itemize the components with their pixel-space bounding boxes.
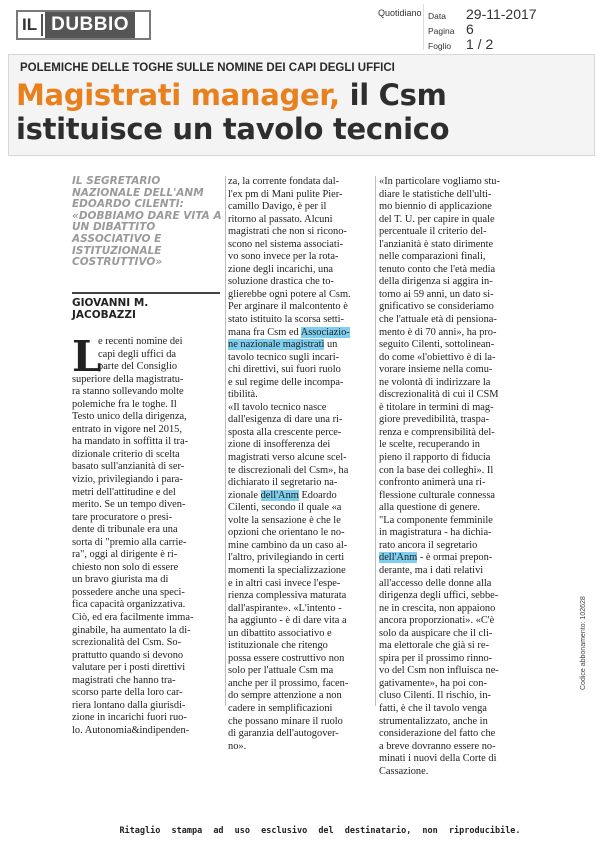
column-text-line: con la base dei colleghi». Il [379,464,494,476]
column-text-line: dall'aspirante». «L'intento - [228,602,342,614]
column-text-line: do sempre attenzione a non [228,690,342,702]
column-text-line: do come «l'obiettivo è di la- [379,351,496,363]
article-author [72,297,148,321]
article-sidebar-quote: IL SEGRETARIO NAZIONALE DELL'ANM EDOARDO CILENTI: «DOBBIAMO DARE VITA A UN DIBATTITO ASSOCIATIVO E ISTITUZIONALE COSTRUTTIVO» [72,175,222,269]
column-text-line: riera lontano dalla giurisdi- [72,699,186,711]
column-text-line: screzionalità del Csm. So- [72,637,182,649]
subscription-code: Codice abbonamento: 102628 [580,596,587,690]
article-column-3 [379,176,527,778]
column-text-line: del T. U. per capire in quale [379,213,495,225]
column-text-line: sposta alla crescente perce- [228,426,342,438]
column-text-line: tenuto conto che l'età media [379,263,496,275]
column-text-line: confronto animerà una ri- [379,477,486,489]
column-text-line: ne volontà di indirizzare la [379,376,491,388]
newspaper-logo [16,10,151,40]
column-text-line: capi degli uffici da [98,348,176,360]
column-text-line: «Il tavolo tecnico nasce [228,401,327,413]
highlighted-term: dell'Anm [379,552,418,564]
column-text-line: che l'attuale età di pensiona- [379,314,497,326]
column-text-line: all'accesso delle donne alla [379,577,492,589]
column-text-line: tavolo tecnico sugli incari- [228,351,340,363]
column-text-line: magistrati che non si ricono- [228,226,347,238]
column-text-line: giore prevedibilità, traspa- [379,414,489,426]
column-text-line: prattutto quando si devono [72,649,184,661]
column-text-line: un dibattito associativo e [228,627,332,639]
column-text-line: «In particolare vogliamo stu- [379,176,500,187]
meta-page-value: 6 [466,21,474,37]
column-text-line: tare procuratore o presi- [72,511,173,523]
column-text-line: un bravo giurista ma di [72,574,169,586]
drop-cap: L [72,332,102,381]
column-text-line: fatti, è che il tavolo venga [379,702,487,714]
column-text-line: te discrezionali del Csm», ha [228,464,349,476]
column-text-line: diare le statistiche dell'ulti- [379,188,492,200]
column-text-line: e sul regime delle incompa- [228,376,344,388]
meta-page-row [428,21,474,37]
column-text-line: Per arginare il malcontento è [228,301,348,313]
column-text-line: sorta di "premio alla carrie- [72,536,187,548]
column-divider-1 [225,176,226,706]
column-text-line: discrezionalità di cui il CSM [379,389,499,401]
column-text-line: ancora proporzionati». «C'è [379,615,495,627]
meta-sheet-label: Foglio [428,41,452,51]
column-text-line: Cilenti, secondo il quale «a [228,502,342,514]
column-text-line: e recenti nomine dei [98,336,183,347]
column-text-line: di garanzia dell'autogover- [228,728,339,740]
column-text-line: magistrati che hanno tra- [72,674,176,686]
column-text-line: vizio, privilegiando i para- [72,474,183,486]
column-text-line: chiesto non solo di essere [72,561,179,573]
logo-divider [41,14,43,36]
column-text-line: zione degli incarichi, una [228,263,334,275]
column-text-line: flessione culturale connessa [379,489,495,501]
headline-rest: il Csm istituisce un tavolo tecnico [16,78,450,146]
column-divider-2 [375,176,376,706]
column-text-line: magistrati verso alcune scel- [228,452,347,464]
column-text-line: cluso Cilenti. Il rischio, in- [379,690,491,702]
article-headline [16,78,586,146]
column-text-line: minati i nuovi della Corte di [379,753,497,765]
column-text-line: dirigenza degli uffici, sebbe- [379,590,499,602]
column-text-line: solo da auspicare che il cli- [379,627,493,639]
column-text-line: mento è di 70 anni», ha pro- [379,326,497,338]
column-text-line: vo sono invece per la rota- [228,251,339,263]
column-text-line: dichiarato il segretario na- [228,477,338,489]
column-text-line: gativamente», ha poi con- [379,677,487,689]
meta-date-value: 29-11-2017 [466,6,537,22]
column-text-line: e in altri casi invece l'espe- [228,577,341,589]
column-text-line: ne nazionale magistrati un [228,339,338,351]
column-text-line: valutare per i posti direttivi [72,662,186,674]
highlighted-term: Associazio- [300,326,350,338]
column-text-line: zione in incarichi fuori ruo- [72,712,187,724]
column-text-line: basato sull'anzianità di ser- [72,461,185,473]
column-text-line: in magistratura - ha dichia- [379,527,492,539]
column-text-line: torno ai 59 anni, un dato si- [379,288,494,300]
column-text-line: parte del Consiglio [98,361,178,373]
column-text-line: ra", oggi al dirigente è ri- [72,549,178,561]
column-text-line: vorare insieme nella comu- [379,364,493,376]
column-text-line: rato ancora il segretario [379,539,478,551]
column-text-line: opzioni che orientano le no- [228,527,345,539]
column-text-line: derante, ma i dati relativi [379,564,484,576]
column-text-line: scono nel sistema associati- [228,238,344,250]
column-text-line: anche per il prossimo, facen- [228,677,349,689]
column-text-line: ha mandato in soffitta il tra- [72,436,189,448]
meta-date-label: Data [428,11,446,21]
headline-accent: Magistrati manager, [16,78,340,112]
column-text-line: seguito Cilenti, sottolinean- [379,339,495,351]
logo-name: DUBBIO [45,12,135,38]
column-text-line: ra stanno sollevando molte [72,386,184,398]
column-text-line: no». [228,740,247,752]
column-text-line: spira per il prossimo rinno- [379,652,493,664]
column-text-line: scorso parte della loro car- [72,687,183,699]
column-text-line: l'anzianità è stato dirimente [379,238,494,250]
author-divider [72,292,220,294]
column-text-line: zionale dell'Anm Edoardo [228,489,337,501]
column-text-line: pieno il rapporto di fiducia [379,452,491,464]
column-text-line: dell'Anm - è ormai prepon- [379,552,493,564]
column-text-line: camillo Davigo, è per il [228,201,327,213]
column-text-line: possedere anche una speci- [72,586,185,598]
column-text-line: solo per l'attuale Csm ma [228,665,334,677]
meta-sheet-row [428,36,493,52]
column-text-line: ma elettorale che già si re- [379,640,489,652]
column-text-line: polemiche fra le toghe. Il [72,398,177,410]
publication-type: Quotidiano [378,8,422,18]
column-text-line: possa essere costruttivo non [228,652,345,664]
column-text-line: dall'esigenza di dare una ri- [228,414,343,426]
article-kicker: POLEMICHE DELLE TOGHE SULLE NOMINE DEI CAPI DEGLI UFFICI [20,62,395,74]
column-text-line: nelle comparazioni finali, [379,251,486,263]
column-text-line: alla questione di genere. [379,502,480,514]
column-text-line: rienza complessiva maturata [228,590,347,602]
column-text-line: strumentalizzato, anche in [379,715,488,727]
column-text-line: metri dell'attitudine e del [72,486,176,498]
column-text-line: mo biennio di applicazione [379,201,492,213]
column-text-line: Cassazione. [379,765,429,777]
column-text-line: le scelte, recuperando in [379,439,480,451]
column-text-line: superiore della magistratu- [72,373,184,385]
highlighted-term: dell'Anm [260,489,299,501]
column-text-line: mine cambino da un caso al- [228,539,348,551]
column-text-line: volte la sensazione è che le [228,514,341,526]
column-text-line: vo del Csm non influisca ne- [379,665,499,677]
column-text-line: l'ex pm di Mani pulite Pier- [228,188,343,200]
clipping-metadata [423,4,579,50]
column-text-line: Testo unico della dirigenza, [72,411,187,423]
meta-page-label: Pagina [428,26,455,36]
column-text-line: che possano minare il ruolo [228,715,343,727]
highlighted-term: ne nazionale magistrati [228,339,325,351]
column-text-line: ne in crescita, non appaiono [379,602,496,614]
meta-date-row [428,6,537,22]
column-text-line: soluzione drastica che to- [228,276,334,288]
column-text-line: chi direttivi, sui fuori ruolo [228,364,341,376]
column-text-line: istituzionale che ritengo [228,640,328,652]
column-text-line: ginabile, ha aumentato la di- [72,624,191,636]
column-text-line: momenti la specializzazione [228,564,346,576]
column-text-line: Ciò, ed era facilmente imma- [72,612,194,624]
column-text-line: dente di tribunale era una [72,524,178,536]
column-text-line: fica capacità organizzativa. [72,599,186,611]
column-text-line: entrato in vigore nel 2015, [72,423,182,435]
column-text-line: cadere in semplificazioni [228,702,333,714]
article-column-2 [228,176,372,753]
column-text-line: ritorno al passato. Alcuni [228,213,333,225]
column-text-line: gnificativo se consideriamo [379,301,494,313]
column-text-line: dizionale criterio di scelta [72,448,180,460]
column-text-line: merito. Se un tempo diven- [72,499,186,511]
column-text-line: a breve dovranno essere no- [379,740,496,752]
article-column-1 [72,332,222,738]
column-text-line: renza e comprensibilità del- [379,426,495,438]
column-text-line: tibilità. [228,389,258,401]
column-text-line: è titolare in termini di mag- [379,401,494,413]
column-text-line: l'altro, privilegiando in certi [228,552,345,564]
column-text-line: "La componente femminile [379,514,493,526]
author-line-1: GIOVANNI M. [72,297,149,309]
column-text-line: lo. Autonomia&indipenden- [72,724,190,736]
meta-sheet-value: 1 / 2 [466,36,494,52]
column-text-line: considerazione del fatto che [379,728,496,740]
column-text-line: zione di insofferenza dei [228,439,331,451]
copyright-notice: Ritaglio stampa ad uso esclusivo del destinatario, non riproducibile. [119,826,521,836]
column-text-line: stato istituito la scorsa setti- [228,314,345,326]
column-text-line: ha aggiunto - è di dare vita a [228,615,347,627]
column-text-line: za, la corrente fondata dal- [228,176,340,187]
column-text-line: mana fra Csm ed Associazio- [228,326,350,338]
column-text-line: percentuale il criterio del- [379,226,487,238]
column-text-line: glierebbe ogni potere al Csm. [228,288,351,300]
logo-il: IL [22,15,38,34]
column-text-line: della dirigenza si aggira in- [379,276,493,288]
author-line-2: JACOBAZZI [72,309,136,321]
